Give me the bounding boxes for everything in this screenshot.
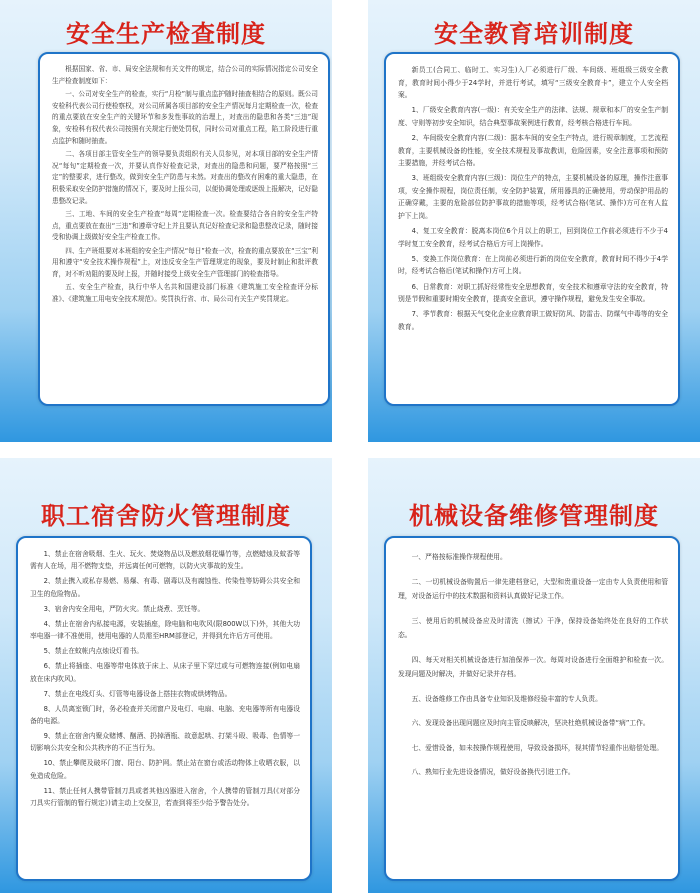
paragraph: 8、人员离室锁门时，务必检查并关闭窗户及电灯、电扇、电脑、充电器等所有电器设备的电源。 <box>30 704 300 726</box>
board-safety-training <box>368 0 700 442</box>
paragraph: 1、厂级安全教育内容(一级)：有关安全生产的法律、法规、规章和本厂的安全生产制度、守则等初步安全知识，结合典型事故案例进行教育，经考核合格进行车间。 <box>398 106 668 127</box>
paragraph: 1、禁止在宿舍吸烟、生火、玩火、焚烧物品以及燃放烟花爆竹等，点燃蜡烛及蚊香等需有人在场，用不燃物支垫，并远离任何可燃物，以防火灾事故的发生。 <box>30 550 300 571</box>
paragraph: 6、日常教育：对职工抓好经常性安全思想教育，安全技术和遵章守法的安全教育，特别是节假和重要时期安全教育，提高安全意识，遵守操作规程，避免发生安全事故。 <box>398 282 668 304</box>
paragraph: 4、复工安全教育：脱离本岗位6个月以上的职工，回到岗位工作前必须进行不少于4学时复工安全教育，经考试合格后方可上岗操作。 <box>398 227 668 248</box>
paragraph: 二、一切机械设备购置后一律先建档登记，大型和贵重设备一定由专人负责使用和管理，对设备运行中的技术数据和资料认真做好记录工作。 <box>398 577 668 600</box>
content-panel <box>16 536 312 881</box>
paragraph: 七、爱惜设备，如未按操作规程使用，导致设备损坏，视其情节轻重作出赔偿处理。 <box>411 743 664 752</box>
paragraph: 二、各项目部主管安全生产的领导要负责组织有关人员参见，对本项目部的安全生产情况“每旬”定期检查一次，并要认真作好检查记录，对查出的隐患和问题，要严格按照“三定”的整要求，进行整改，做到安全生产防患与未然。对查出的整改有困难的重大隐患，在积极采取安全防护措施的情况下，要及时上报公司，以便协调处理或逐级上报解决，记好隐患整改记录。 <box>52 149 318 205</box>
paragraph: 3、宿舍内安全用电，严防火灾。禁止烧煮、烹饪等。 <box>43 604 205 613</box>
paragraph: 六、发现设备出现问题应及时向主管反映解决，坚决杜绝机械设备带“病”工作。 <box>411 719 650 727</box>
paragraph: 根据国家、省、市、局安全法规和有关文件的规定，结合公司的实际情况指定公司安全生产检查制度如下： <box>52 65 318 85</box>
content-panel <box>384 52 680 406</box>
content-panel <box>384 536 680 881</box>
paragraph: 五、安全生产检查，执行中华人名共和国建设部门标准《建筑施工安全检查评分标准》、《建筑施工用电安全技术规范》。奖罚执行省、市、局公司有关生产奖罚规定。 <box>52 283 318 303</box>
board-equipment-maintenance <box>368 458 700 893</box>
paragraph: 5、变换工作岗位教育：在上岗前必须进行新的岗位安全教育，教育时间不得少于4学时，经考试合格后(笔试和操作)方可上岗。 <box>398 254 668 276</box>
paragraph: 三、工地、车间的安全生产检查“每周”定期检查一次。检查要结合各自的安全生产特点，重点要放在查出“三违”和遵章守纪上并且要认真记好检查记录和隐患整改记录，随时接受和协调上级做好安全生产检查工作。 <box>52 209 318 242</box>
paragraph: 11、禁止任何人携带管制刀具或者其他凶器进入宿舍，个人携带的管制刀具(《对部分刀具实行管制的暂行规定》)请主动上交保卫，若查到将至少给予警告处分。 <box>30 786 300 808</box>
paragraph: 五、设备维修工作由具备专业知识及维修经验丰富的专人负责。 <box>411 694 602 703</box>
content-panel <box>38 52 330 406</box>
paragraph: 一、严格按标准操作规程使用。 <box>411 553 507 561</box>
board-safety-inspection <box>0 0 332 442</box>
paragraph: 7、季节教育：根据天气变化企业应教育职工做好防风、防雷击、防煤气中毒等的安全教育。 <box>398 310 668 331</box>
paragraph: 2、禁止携入或私存易燃、易爆、有毒、剧毒以及有腐蚀性、传染性等妨碍公共安全和卫生的危险物品。 <box>30 577 300 598</box>
paragraph: 4、禁止在宿舍内私接电源，安装插座，除电脑和电吹风(限800W以下)外，其他大功率电器一律不准使用，使用电器的人员需至HRM部登记，并得到允许后方可使用。 <box>30 619 300 641</box>
paragraph: 三、使用后的机械设备应及时清洗（擦试）干净，保持设备始终处在良好的工作状态。 <box>398 616 668 639</box>
paragraph: 7、禁止在电线灯头、灯管等电器设备上搭挂衣物或烘烤物品。 <box>43 689 232 698</box>
paragraph: 10、禁止攀爬及破坏门窗、阳台、防护网。禁止站在窗台或活动物体上收晒衣服，以免造成危险。 <box>30 759 300 780</box>
paragraph: 6、禁止将插座、电器等带电体放于床上、从床子里下穿过或与可燃物连接(例如电扇放在床内吹风)。 <box>30 662 300 683</box>
board-title: 安全教育培训制度 <box>434 20 634 48</box>
paragraph: 四、生产班组要对本班组的安全生产情况“每日”检查一次，检查的重点要放在“三宝”利用和遵守“安全技术操作规程”上，对违反安全生产管理规定的现象，要及时制止和批评教育，对不听劝阻的要及时上报，并随时接受上级安全生产管理部门的检查指导。 <box>52 246 318 278</box>
board-title: 机械设备维修管理制度 <box>409 502 659 530</box>
board-title: 安全生产检查制度 <box>66 20 266 48</box>
paragraph: 一、公司对安全生产的检查，实行“月检”制与重点监护随时抽查相结合的原则。既公司安检科代表公司行使检察权，对公司所属各项目部的安全生产情况每月定期检查一次，检查的重点要放在安全生产的关键环节和多发性事故的治理上，对查出的隐患和各类“三违”现象，安检科有权代表公司按照有关规定行使处罚权，同时公司对重点工程，陷工阶段进行重点监护和随时抽查。 <box>52 89 318 145</box>
paragraph: 3、班组级安全教育内容(三级)：岗位生产的特点，主要机械设备的原理，操作注意事项，安全操作规程，岗位责任制，安全防护装置，所用器具的正确使用，劳动保护用品的正确穿戴，主要的危险部位防护事故的措施等项，经考试合格(笔试、操作)方可在有人监护下上岗。 <box>398 174 668 221</box>
paragraph: 5、禁止在蚊帐内点烛设灯看书。 <box>43 647 144 656</box>
paragraph: 四、每天对相关机械设备进行加油保养一次。每周对设备进行全面维护和检查一次。发现问题及时解决，并做好记录并存档。 <box>398 655 668 678</box>
paragraph: 新员工(合同工、临时工、实习生)入厂必须进行厂级、车间级、班组级三级安全教育，教育时间小得少于24学时，并进行考试，填写“三级安全教育卡”，建立个人安全档案。 <box>398 66 668 100</box>
board-dorm-fire-safety <box>0 458 332 893</box>
paragraph: 9、禁止在宿舍内聚众赌博、酗酒、扔掉酒瓶、故意起哄、打架斗殴、吸毒、色情等一切影响公共安全和公共秩序的不正当行为。 <box>30 732 300 753</box>
board-title: 职工宿舍防火管理制度 <box>41 502 291 530</box>
paragraph: 2、车间级安全教育内容(二级)：据本车间的安全生产特点，进行规章制度，工艺流程教育，主要机械设备的性能，安全技术规程及事故教训，危险因素，安全注意事项和预防主要措施，并经考试合格。 <box>398 133 668 168</box>
paragraph: 八、熟知行业先进设备情况，做好设备换代引进工作。 <box>411 768 575 776</box>
